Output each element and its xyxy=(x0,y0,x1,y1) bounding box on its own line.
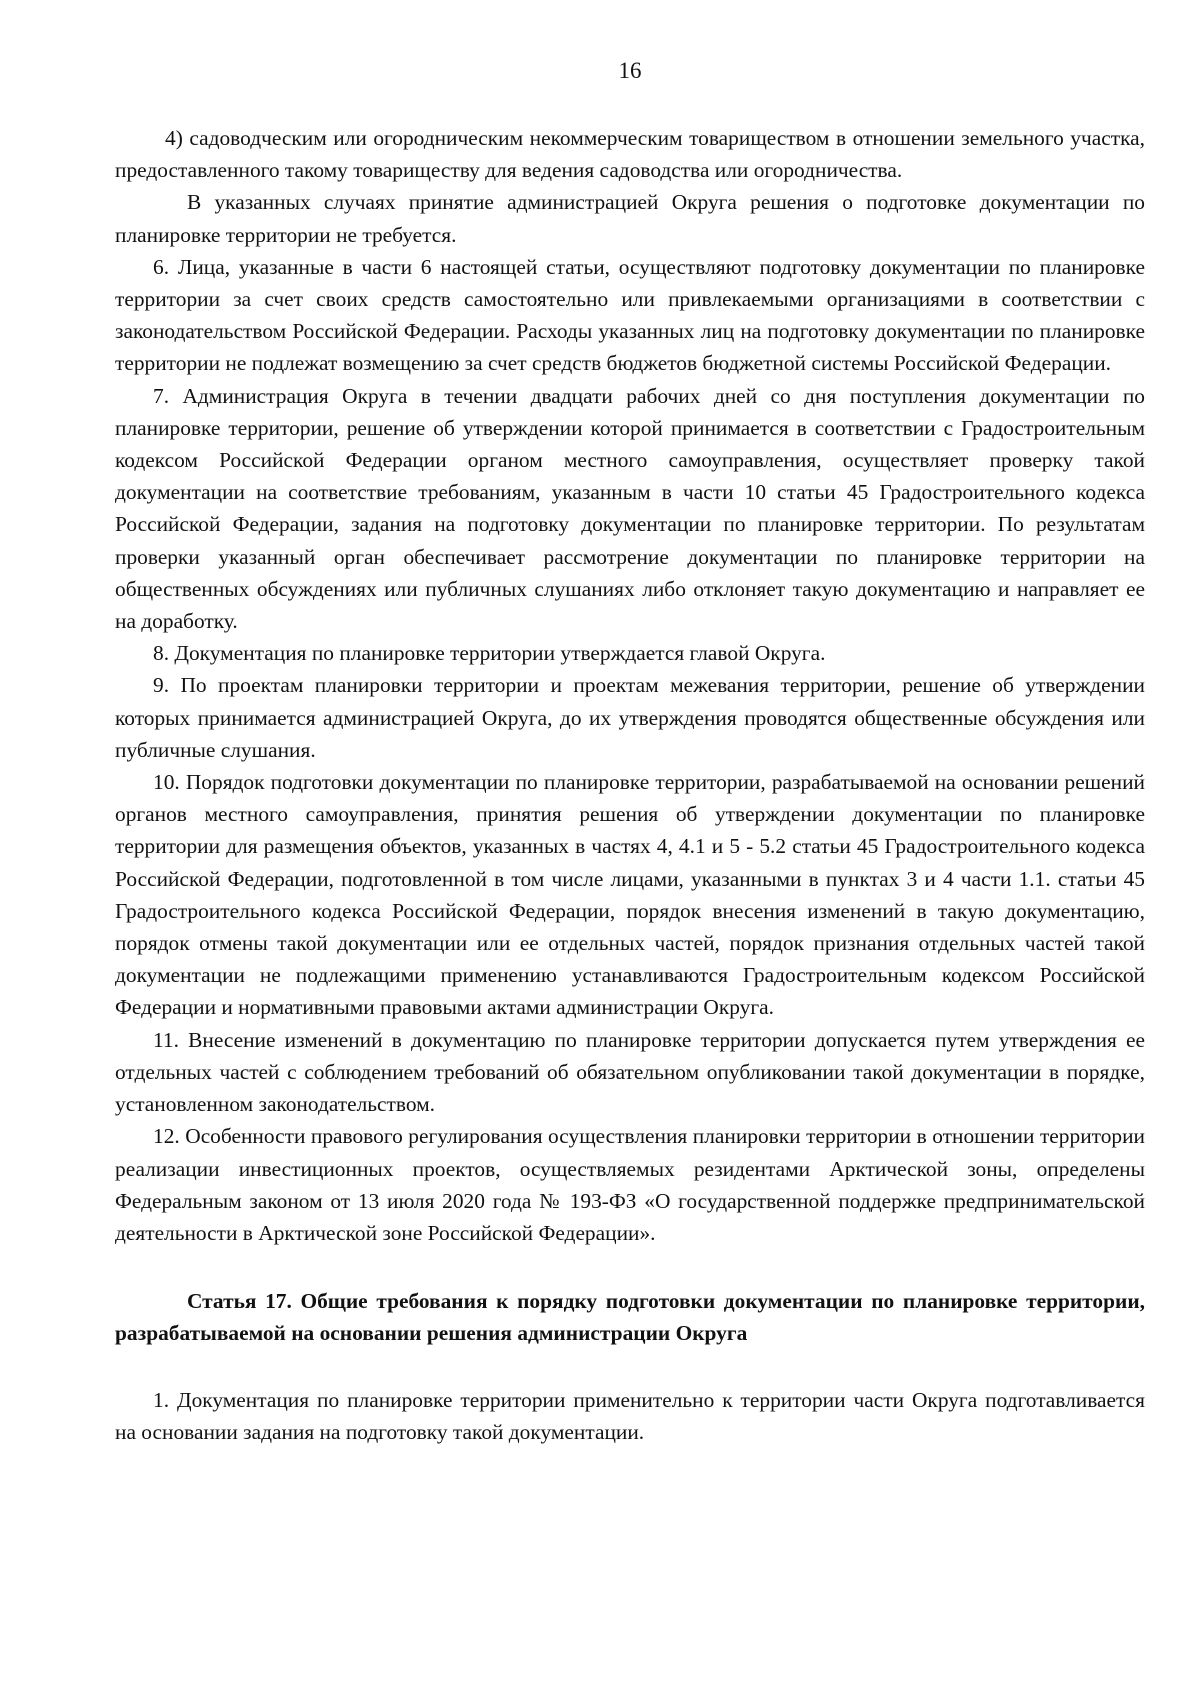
article-17-heading: Статья 17. Общие требования к порядку подготовки документации по планировке территории, разрабатываемой на основании решения администрации Округа xyxy=(115,1289,1145,1346)
paragraph-9: 9. По проектам планировки территории и проектам межевания территории, решение об утверждении которых принимается администрацией Округа, до их утверждения проводятся общественные обсуждения или публичные слушания. xyxy=(115,673,1145,762)
paragraph-11: 11. Внесение изменений в документацию по планировке территории допускается путем утверждения ее отдельных частей с соблюдением требований об обязательном опубликовании такой документации в порядке, установленном законодательством. xyxy=(115,1027,1145,1117)
paragraph-6: 6. Лица, указанные в части 6 настоящей статьи, осуществляют подготовку документации по планировке территории за счет своих средств самостоятельно или привлекаемыми организациями в соответствии с законодательством Российской Федерации. Расходы указанных лиц на подготовку документации по планировке территории не подлежат возмещению за счет средств бюджетов бюджетной системы Российской Федерации. xyxy=(115,254,1145,376)
paragraph-10: 10. Порядок подготовки документации по планировке территории, разрабатываемой на основании решений органов местного самоуправления, принятия решения об утверждении документации по планировке территории для размещения объектов, указанных в частях 4, 4.1 и 5 - 5.2 статьи 45 Градостроительного кодекса Российской Федерации, подготовленной в том числе лицами, указанными в пунктах 3 и 4 части 1.1. статьи 45 Градостроительного кодекса Российской Федерации, порядок внесения изменений в такую документацию, порядок отмены такой документации или ее отдельных частей, порядок признания отдельных частей такой документации не подлежащими применению устанавливаются Градостроительным кодексом Российской Федерации и нормативными правовыми актами администрации Округа. xyxy=(115,770,1145,1020)
article-17-paragraph-1: 1. Документация по планировке территории применительно к территории части Округа подготавливается на основании задания на подготовку такой документации. xyxy=(115,1387,1145,1444)
paragraph-8: 8. Документация по планировке территории утверждается главой Округа. xyxy=(153,641,826,666)
document-body xyxy=(115,122,1145,1448)
paragraph-12: 12. Особенности правового регулирования осуществления планировки территории в отношении территории реализации инвестиционных проектов, осуществляемых резидентами Арктической зоны, определены Федеральным законом от 13 июля 2020 года № 193-ФЗ «О государственной поддержке предпринимательской деятельности в Арктической зоне Российской Федерации». xyxy=(115,1124,1145,1245)
paragraph-decision-not-required: В указанных случаях принятие администрацией Округа решения о подготовке документации по планировке территории не требуется. xyxy=(115,190,1145,247)
page-number: 16 xyxy=(618,58,642,83)
paragraph-7: 7. Администрация Округа в течении двадцати рабочих дней со дня поступления документации по планировке территории, решение об утверждении которой принимается в соответствии с Градостроительным кодексом Российской Федерации органом местного самоуправления, осуществляет проверку такой документации на соответствие требованиям, указанным в части 10 статьи 45 Градостроительного кодекса Российской Федерации, задания на подготовку документации по планировке территории. По результатам проверки указанный орган обеспечивает рассмотрение документации по планировке территории на общественных обсуждениях или публичных слушаниях либо отклоняет такую документацию и направляет ее на доработку. xyxy=(115,383,1145,634)
paragraph-item-4: 4) садоводческим или огородническим некоммерческим товариществом в отношении земельного участка, предоставленного такому товариществу для ведения садоводства или огородничества. xyxy=(115,126,1145,183)
